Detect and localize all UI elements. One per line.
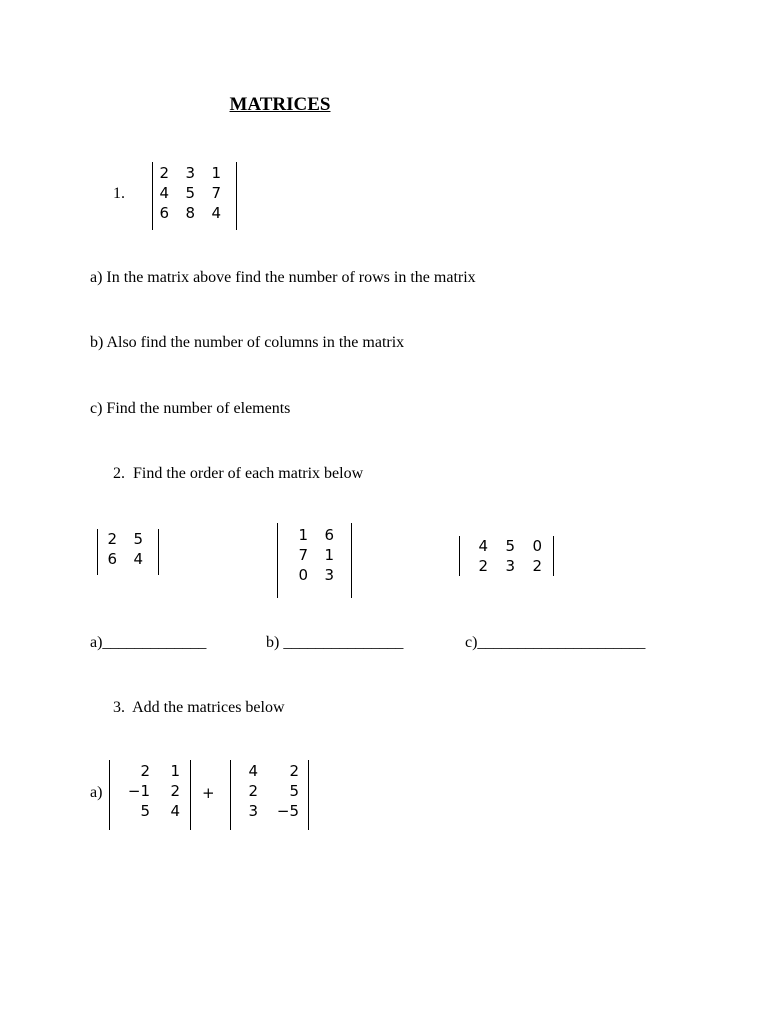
answer-line-2b: b) _______________ <box>266 634 404 651</box>
matrix-cell: 2 <box>248 782 258 800</box>
plus-operator: + <box>202 784 215 802</box>
question-1b-text: b) Also find the number of columns in the matrix <box>90 334 405 351</box>
matrix-2b <box>277 523 352 598</box>
matrix-3a-right <box>230 760 309 830</box>
matrix-cell: 5 <box>133 530 143 548</box>
matrix-cell: 6 <box>324 526 334 544</box>
matrix-cell: 3 <box>505 557 515 575</box>
matrix-cell: −5 <box>276 802 299 820</box>
question-1c-text: c) Find the number of elements <box>90 400 291 417</box>
answer-line-2a: a)_____________ <box>90 634 207 651</box>
matrix-2c <box>459 536 554 576</box>
matrix-cell: 2 <box>140 762 150 780</box>
matrix-cell: 5 <box>505 537 515 555</box>
question-3-prompt: 3. Add the matrices below <box>113 699 285 716</box>
matrix-cell: 7 <box>298 546 308 564</box>
matrix-cell: 4 <box>133 550 143 568</box>
matrix-cell: 5 <box>140 802 150 820</box>
matrix-cell: 2 <box>478 557 488 575</box>
matrix-cell: 1 <box>298 526 308 544</box>
matrix-cell: 0 <box>298 566 308 584</box>
matrix-cell: 4 <box>211 204 221 222</box>
question-2-prompt: 2. Find the order of each matrix below <box>113 465 364 482</box>
matrix-cell: −1 <box>127 782 150 800</box>
matrix-cell: 4 <box>478 537 488 555</box>
answer-line-2c: c)_____________________ <box>465 634 646 651</box>
matrix-cell: 0 <box>532 537 542 555</box>
matrix-2a <box>97 529 159 575</box>
matrix-cell: 5 <box>289 782 299 800</box>
matrix-cell: 3 <box>248 802 258 820</box>
page-title: MATRICES <box>229 94 331 115</box>
matrix-cell: 3 <box>324 566 334 584</box>
matrix-cell: 2 <box>107 530 117 548</box>
matrix-cell: 4 <box>170 802 180 820</box>
matrix-cell: 1 <box>324 546 334 564</box>
question-1-number: 1. <box>113 185 125 202</box>
matrix-q1 <box>152 162 237 230</box>
question-3a-label: a) <box>90 784 103 801</box>
matrix-cell: 2 <box>532 557 542 575</box>
matrix-cell: 1 <box>211 164 221 182</box>
matrix-cell: 7 <box>211 184 221 202</box>
matrix-cell: 5 <box>185 184 195 202</box>
matrix-3a-left <box>109 760 191 830</box>
matrix-cell: 4 <box>248 762 258 780</box>
matrix-cell: 2 <box>170 782 180 800</box>
matrix-cell: 6 <box>107 550 117 568</box>
matrix-cell: 4 <box>159 184 169 202</box>
matrix-cell: 8 <box>185 204 195 222</box>
matrix-cell: 2 <box>159 164 169 182</box>
matrix-cell: 6 <box>159 204 169 222</box>
matrix-cell: 2 <box>289 762 299 780</box>
matrix-cell: 3 <box>185 164 195 182</box>
matrix-cell: 1 <box>170 762 180 780</box>
question-1a-text: a) In the matrix above find the number of rows in the matrix <box>90 269 476 286</box>
